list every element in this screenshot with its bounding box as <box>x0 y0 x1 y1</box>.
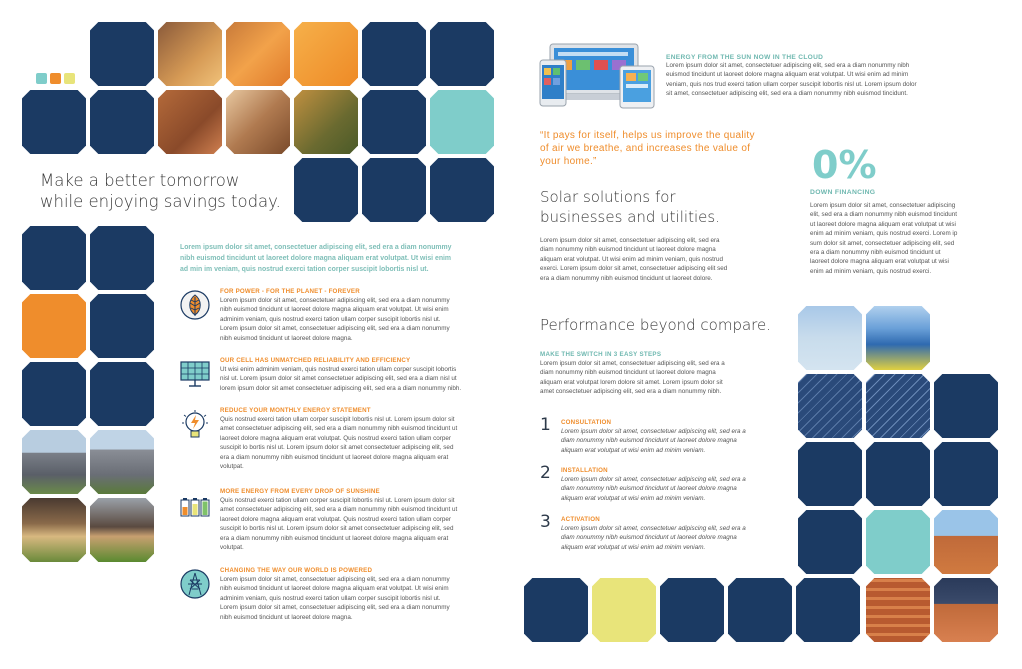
solar-panel-photo-tile <box>798 374 862 438</box>
girl-photo-tile <box>158 90 222 154</box>
solar-heading: Solar solutions for businesses and utilities. <box>540 188 720 226</box>
power-tower-icon <box>180 569 210 599</box>
workers-photo-tile <box>866 306 930 370</box>
tagline: Make a better tomorrow while enjoying savings today. <box>40 171 281 211</box>
devices-image <box>538 42 658 110</box>
house-photo-tile <box>22 498 86 562</box>
testimonial-quote: “It pays for itself, helps us improve the quality of air we breathe, and increases the value of your home.” <box>540 130 755 167</box>
house-photo-tile <box>90 430 154 494</box>
financing-block: DOWN FINANCING Lorem ipsum dolor sit amet, consectetuer adipiscing elit, sed era a diam nonummy nibh euismod tincidunt ut laoreet dolore magna aliquam erat volutpat ut wisi enim ad minim veniam, quis nostrud exerci. Lorem ip sum dolor sit amet, consectetuer adipiscing elit, sed era a diam nonummy nibh euismod tincidunt ut laoreet dolore magna aliquam erat volutpat ut wisi enim ad minim veniam, quis nostrud exerci. <box>810 189 958 275</box>
orange-swatch <box>50 73 61 84</box>
house-photo-tile <box>22 430 86 494</box>
roof-photo-tile <box>934 578 998 642</box>
house-photo-tile <box>90 498 154 562</box>
solar-panel-photo-tile <box>798 306 862 370</box>
battery-icon <box>180 490 210 520</box>
financing-percent: 0% <box>812 143 877 187</box>
solar-body: Lorem ipsum dolor sit amet, consectetuer adipiscing elit, sed era diam nonummy nibh euismod tincidunt ut laoreet dolore magna aliquam erat volutpat. Ut wisi enim ad minim veniam, quis nostrud exerci. Lorem ipsum dolor sit amet, consectetuer adipiscing elit sed era a diam nonummy nibh euismod tincidunt ut laoreet dolore. <box>540 237 728 282</box>
leaf-icon <box>180 290 210 320</box>
girl-photo-tile <box>158 22 222 86</box>
step-number: 3 <box>540 512 551 532</box>
solar-panel-icon <box>180 359 210 389</box>
solar-panel-photo-tile <box>866 374 930 438</box>
light-bulb-icon <box>180 409 210 439</box>
sunset-photo-tile <box>294 22 358 86</box>
step-number: 2 <box>540 463 551 483</box>
teal-swatch <box>36 73 47 84</box>
step-number: 1 <box>540 415 551 435</box>
field-photo-tile <box>294 90 358 154</box>
steps-intro: MAKE THE SWITCH IN 3 EASY STEPS Lorem ipsum dolor sit amet, consectetuer adipiscing elit, sed era a diam nonummy nibh euismod tincidunt ut laoreet dolore magna aliquam erat volutpat lorem dolore sit amet. Lorem ipsum dolor sit amet consectetuer adipiscing elit, sed era a diam nonummy nibh. <box>540 351 725 396</box>
intro-paragraph: Lorem ipsum dolor sit amet, consectetuer adipiscing elit, sed era a diam nonummy nibh euismod tincidunt ut laoreet dolore magna aliquam erat volutpat. Ut wisi enim ad min im veniam, quis nostrud exerci tation corper suscipit lobortis nisl ut. <box>180 244 452 273</box>
girl-photo-tile <box>226 90 290 154</box>
roof-photo-tile <box>866 578 930 642</box>
cloud-section: ENERGY FROM THE SUN NOW IN THE CLOUD Lorem ipsum dolor sit amet, consectetuer adipiscing elit, sed era a diam nonummy nibh euismod tincidunt ut laoreet dolore magna aliquam erat volutpat. Ut wisi enim ad minim veniam, quis nos trud exerci tation ullam corper suscipit lobortis nisl ut. Lorem ipsum dolor sit amet, consectetuer adipiscing elit, sed era a diam nonummy nibh euismod tincidunt. <box>666 54 917 98</box>
roof-photo-tile <box>934 510 998 574</box>
girl-photo-tile <box>226 22 290 86</box>
performance-heading: Performance beyond compare. <box>540 316 772 334</box>
yellow-swatch <box>64 73 75 84</box>
